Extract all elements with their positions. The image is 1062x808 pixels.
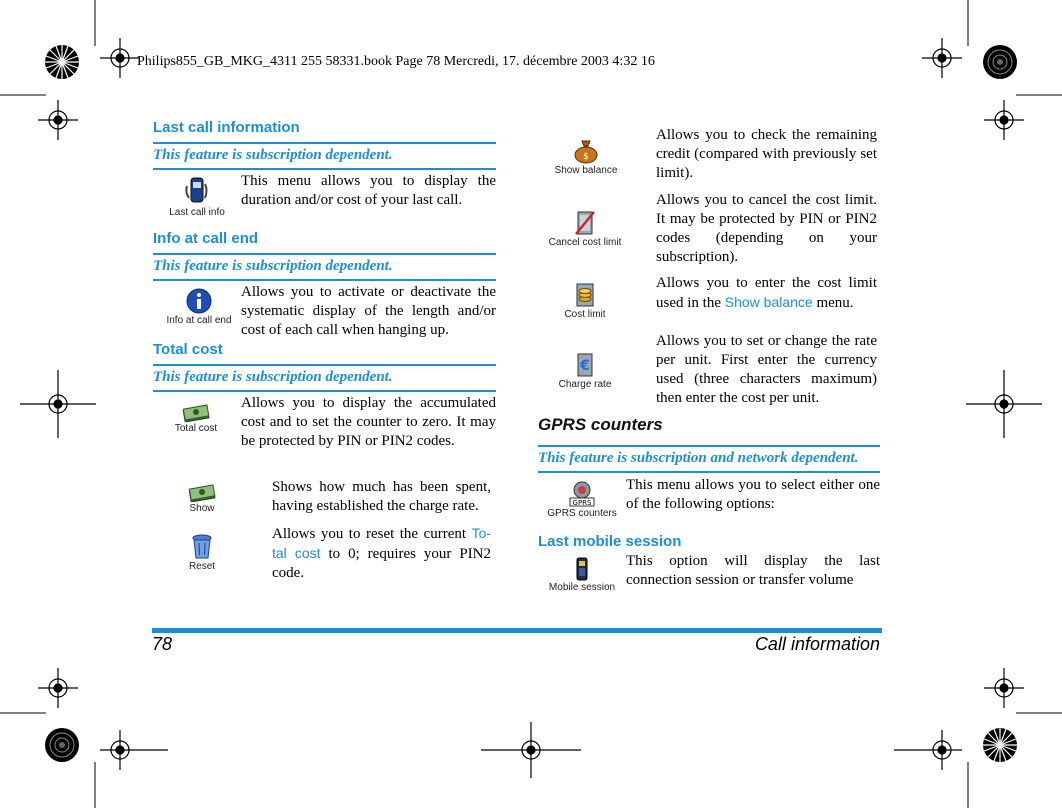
subscription-note: This feature is subscription dependent. xyxy=(153,142,496,170)
cost-limit-item xyxy=(559,282,611,320)
show-description: Shows how much has been spent, having established the charge rate. xyxy=(272,479,491,514)
disc-mark-top-right xyxy=(983,45,1017,79)
svg-text:$: $ xyxy=(583,152,589,162)
gprs-counters-item xyxy=(549,481,615,519)
disc-mark-bottom-left xyxy=(45,728,79,762)
footer-rule xyxy=(152,628,882,633)
show-balance-link[interactable]: Show balance xyxy=(724,294,813,310)
charge-rate-description: Allows you to set or change the rate per unit. First enter the currency used (three characters maximum) then enter the cost per unit. xyxy=(656,333,877,406)
reset-text-after: to 0; requires your PIN2 code. xyxy=(272,546,491,581)
section-title-last-mobile: Last mobile session xyxy=(538,533,682,550)
last-mobile-description: This option will display the last connection session or transfer volume xyxy=(626,553,880,588)
print-header: Philips855_GB_MKG_4311 255 58331.book Page 78 Mercredi, 17. décembre 2003 4:32 16 xyxy=(137,54,655,69)
svg-text:€: € xyxy=(580,358,590,374)
charge-rate-icon xyxy=(574,352,596,378)
reset-text-before: Allows you to reset the current xyxy=(272,526,467,542)
cost-limit-text-after: menu. xyxy=(816,295,854,311)
info-at-call-end-item xyxy=(164,288,234,326)
icon-caption: GPRS counters xyxy=(547,508,617,519)
icon-caption: Last call info xyxy=(169,207,225,218)
money-bag-icon xyxy=(572,138,600,164)
cost-limit-description xyxy=(656,274,877,313)
section-title-last-call: Last call information xyxy=(153,119,300,136)
icon-caption: Reset xyxy=(188,561,216,572)
charge-rate-item xyxy=(557,352,613,390)
icon-caption: Mobile session xyxy=(548,582,616,593)
show-balance-item xyxy=(554,138,618,176)
subscription-note: This feature is subscription dependent. xyxy=(153,364,496,392)
icon-caption: Charge rate xyxy=(558,379,612,390)
section-title-gprs: GPRS counters xyxy=(538,415,663,434)
last-call-info-item xyxy=(164,176,230,218)
icon-caption: Info at call end xyxy=(166,315,232,326)
cancel-limit-icon xyxy=(574,210,596,236)
subscription-note: This feature is subscription dependent. xyxy=(153,253,496,281)
total-cost-link[interactable]: To-tal cost xyxy=(272,525,492,561)
banknotes-icon xyxy=(188,484,216,502)
icon-caption: Cancel cost limit xyxy=(548,237,622,248)
show-item xyxy=(182,484,222,514)
cost-limit-text-before: Allows you to enter the cost limit used in the xyxy=(656,275,877,311)
chapter-title: Call information xyxy=(754,634,880,654)
info-end-description: Allows you to activate or deactivate the systematic display of the length and/or cost of each call when hanging up. xyxy=(241,284,496,338)
last-call-description: This menu allows you to display the duration and/or cost of your last call. xyxy=(241,173,496,208)
icon-caption: Cost limit xyxy=(564,309,606,320)
starburst-mark-bottom-right xyxy=(983,728,1017,762)
starburst-mark-top-left xyxy=(45,45,79,79)
subscription-network-note: This feature is subscription and network dependent. xyxy=(538,445,880,473)
section-title-info-end: Info at call end xyxy=(153,230,259,247)
section-title-total-cost: Total cost xyxy=(153,341,223,358)
mobile-session-item xyxy=(549,557,615,593)
cancel-cost-limit-item xyxy=(548,210,622,248)
icon-caption: Total cost xyxy=(174,423,218,434)
mobile-phone-icon xyxy=(575,557,589,581)
coins-stack-icon xyxy=(574,282,596,308)
total-cost-item xyxy=(166,404,226,434)
gprs-description: This menu allows you to select either one of the following options: xyxy=(626,477,880,512)
icon-caption: Show xyxy=(189,503,215,514)
gprs-icon-label: GPRS xyxy=(572,499,592,507)
trash-bin-icon xyxy=(191,534,213,560)
banknotes-icon xyxy=(182,404,210,422)
cancel-limit-description: Allows you to cancel the cost limit. It may be protected by PIN or PIN2 codes (depending on your subscription). xyxy=(656,192,877,265)
icon-caption: Show balance xyxy=(554,165,618,176)
show-balance-description: Allows you to check the remaining credit (compared with previously set limit). xyxy=(656,127,877,181)
phone-handset-icon xyxy=(184,176,210,206)
total-cost-description: Allows you to display the accumulated cost and to set the counter to zero. It may be protected by PIN or PIN2 codes. xyxy=(241,395,496,449)
reset-description xyxy=(272,524,491,583)
info-icon xyxy=(186,288,212,314)
gprs-counter-icon xyxy=(568,481,596,507)
page-number: 78 xyxy=(152,634,173,654)
reset-item xyxy=(182,534,222,572)
